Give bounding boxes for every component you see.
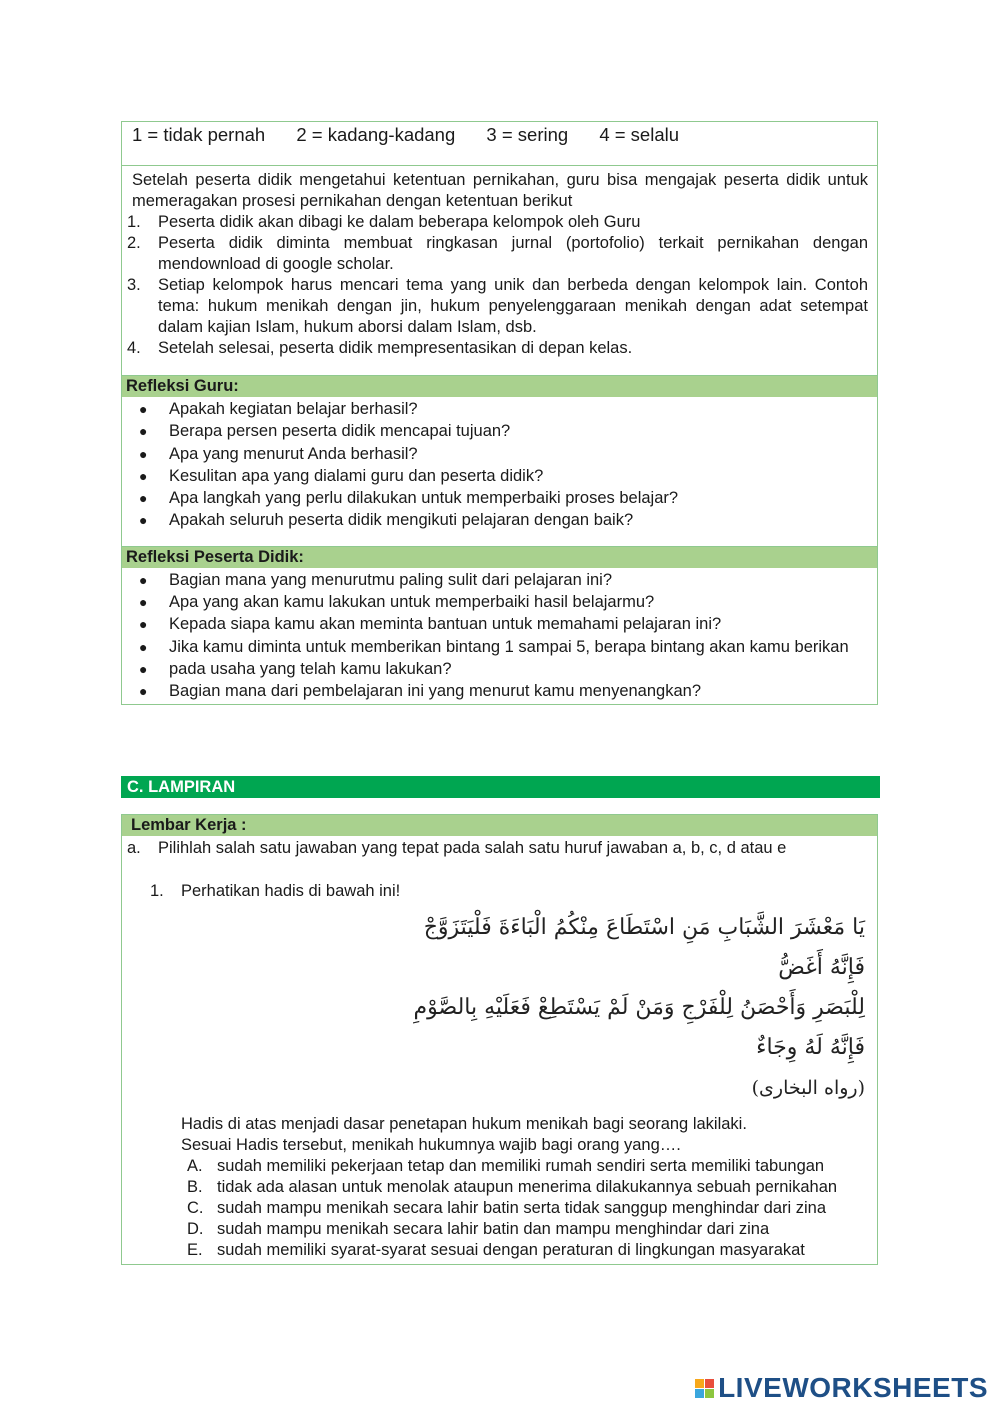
refleksi-siswa-list [122,568,877,704]
refleksi-guru-list [122,397,877,546]
scale-1: 1 = tidak pernah [132,124,266,145]
list-item-text: Kepada siapa kamu akan meminta bantuan untuk memahami pelajaran ini? [169,615,722,634]
logo-text: LIVEWORKSHEETS [718,1372,988,1403]
question-prompt-text: Perhatikan hadis di bawah ini! [181,882,401,900]
hadith-source: (رواه البخارى) [751,1077,865,1099]
list-item [122,420,877,442]
activity-instructions [122,166,877,376]
hadith-line-1: يَا مَعْشَرَ الشَّبَابِ مَنِ اسْتَطَاعَ مِنْكُمُ الْبَاءَةَ فَلْيَتَزَوَّجْ فَإِنَّهُ أَغَضُّ [423,915,865,980]
question-stem [122,1114,877,1156]
list-item [122,591,877,613]
list-item [122,509,877,531]
scale-3: 3 = sering [486,124,569,145]
option-letter: B. [187,1178,203,1196]
bullet-icon: ● [139,401,148,417]
list-item-text: Apa langkah yang perlu dilakukan untuk memperbaiki proses belajar? [169,489,679,508]
answer-option[interactable] [187,1156,868,1177]
list-item [122,465,877,487]
list-item [122,569,877,591]
steps-list [127,212,868,359]
option-letter: A. [187,1157,203,1175]
list-item [122,680,877,702]
list-item-text: pada usaha yang telah kamu lakukan? [169,659,452,678]
bullet-icon: ● [139,423,148,440]
stem-line-1: Hadis di atas menjadi dasar penetapan hukum menikah bagi seorang lakilaki. [181,1115,747,1133]
option-letter: C. [187,1199,204,1217]
step-text: Setelah selesai, peserta didik mempresentasikan di depan kelas. [158,339,633,357]
worksheet-box [121,814,878,1265]
option-text: tidak ada alasan untuk menolak ataupun menerima dilakukannya sebuah pernikahan [217,1178,838,1196]
list-item-text: Jika kamu diminta untuk memberikan bintang 1 sampai 5, berapa bintang akan kamu berikan [169,637,849,656]
option-letter: D. [187,1220,204,1238]
bullet-icon: ● [139,490,148,507]
step-item [127,338,868,359]
logo-square [705,1379,714,1388]
refleksi-siswa-section [122,547,877,704]
intro-lead: Setelah peserta didik mengetahui ketentuan pernikahan, guru bisa mengajak peserta didik untuk memeragakan prosesi pernikahan dengan ketentuan berikut [132,171,868,210]
scale-2: 2 = kadang-kadang [296,124,456,145]
instruction-text: Pilihlah salah satu jawaban yang tepat pada salah satu huruf jawaban a, b, c, d atau e [158,839,787,857]
question-prompt [122,881,877,902]
option-letter: E. [187,1241,203,1259]
step-text: Peserta didik akan dibagi ke dalam beberapa kelompok oleh Guru [158,213,641,231]
step-text: Peserta didik diminta membuat ringkasan jurnal (portofolio) terkait pernikahan dengan mendownload di google scholar. [158,234,868,273]
step-number: 1. [127,213,141,231]
step-item [127,212,868,233]
hadith-line-2: لِلْبَصَرِ وَأَحْصَنُ لِلْفَرْجِ وَمَنْ لَمْ يَسْتَطِعْ فَعَلَيْهِ بِالصَّوْمِ فَإِنَّهُ لَهُ وِجَاءٌ [413,995,865,1060]
scale-4: 4 = selalu [599,124,680,145]
step-number: 3. [127,276,141,294]
refleksi-siswa-title: Refleksi Peserta Didik: [122,547,877,568]
liveworksheets-logo[interactable] [695,1374,988,1402]
worksheet-instruction [122,838,877,859]
list-item [122,658,877,680]
instruction-number: a. [127,839,141,857]
lampiran-heading: C. LAMPIRAN [121,776,880,798]
list-item [122,636,877,658]
bullet-icon: ● [139,571,148,588]
step-number: 4. [127,339,141,357]
answer-option[interactable] [187,1219,868,1240]
list-item-text: Bagian mana yang menurutmu paling sulit dari pelajaran ini? [169,570,613,589]
bullet-icon: ● [139,616,148,633]
bullet-icon: ● [139,683,148,700]
refleksi-guru-title: Refleksi Guru: [122,376,877,397]
answer-options [122,1156,877,1283]
step-text: Setiap kelompok harus mencari tema yang unik dan berbeda dengan kelompok lain. Contoh tema: hukum menikah dengan jin, hukum penyelenggaraan menikah dengan adat setempat dalam kajian Islam, hukum aborsi dalam Islam, dsb. [158,276,868,336]
activity-table [121,121,878,705]
step-item [127,275,868,338]
list-item [122,398,877,420]
bullet-icon: ● [139,512,148,529]
answer-option[interactable] [187,1240,868,1261]
list-item-text: Apa yang akan kamu lakukan untuk memperbaiki hasil belajarmu? [169,593,655,612]
question-number: 1. [150,882,164,900]
bullet-icon: ● [139,467,148,484]
logo-square [695,1389,704,1398]
step-number: 2. [127,234,141,252]
stem-line-2: Sesuai Hadis tersebut, menikah hukumnya wajib bagi orang yang…. [181,1136,681,1154]
logo-square [705,1389,714,1398]
list-item [122,443,877,465]
option-text: sudah memiliki syarat-syarat sesuai dengan peraturan di lingkungan masyarakat [217,1241,805,1259]
liveworksheets-icon [695,1379,714,1398]
rating-scale [122,122,877,166]
answer-option[interactable] [187,1177,868,1198]
worksheet-title: Lembar Kerja : [122,815,877,836]
list-item [122,487,877,509]
bullet-icon: ● [139,660,148,677]
bullet-icon: ● [139,445,148,462]
list-item-text: Apakah kegiatan belajar berhasil? [169,400,418,418]
list-item-text: Kesulitan apa yang dialami guru dan peserta didik? [169,466,544,485]
list-item-text: Berapa persen peserta didik mencapai tujuan? [169,422,511,441]
bullet-icon: ● [139,638,148,655]
hadith-arabic [122,902,877,1108]
list-item-text: Apakah seluruh peserta didik mengikuti pelajaran dengan baik? [169,511,634,530]
step-item [127,233,868,275]
option-text: sudah mampu menikah secara lahir batin serta tidak sanggup menghindar dari zina [217,1199,827,1217]
list-item [122,613,877,635]
list-item-text: Apa yang menurut Anda berhasil? [169,444,418,463]
option-text: sudah memiliki pekerjaan tetap dan memiliki rumah sendiri serta memiliki tabungan [217,1157,825,1175]
bullet-icon: ● [139,594,148,611]
refleksi-guru-section [122,376,877,547]
option-text: sudah mampu menikah secara lahir batin dan mampu menghindar dari zina [217,1220,770,1238]
list-item-text: Bagian mana dari pembelajaran ini yang menurut kamu menyenangkan? [169,682,701,701]
logo-square [695,1379,704,1388]
answer-option[interactable] [187,1198,868,1219]
